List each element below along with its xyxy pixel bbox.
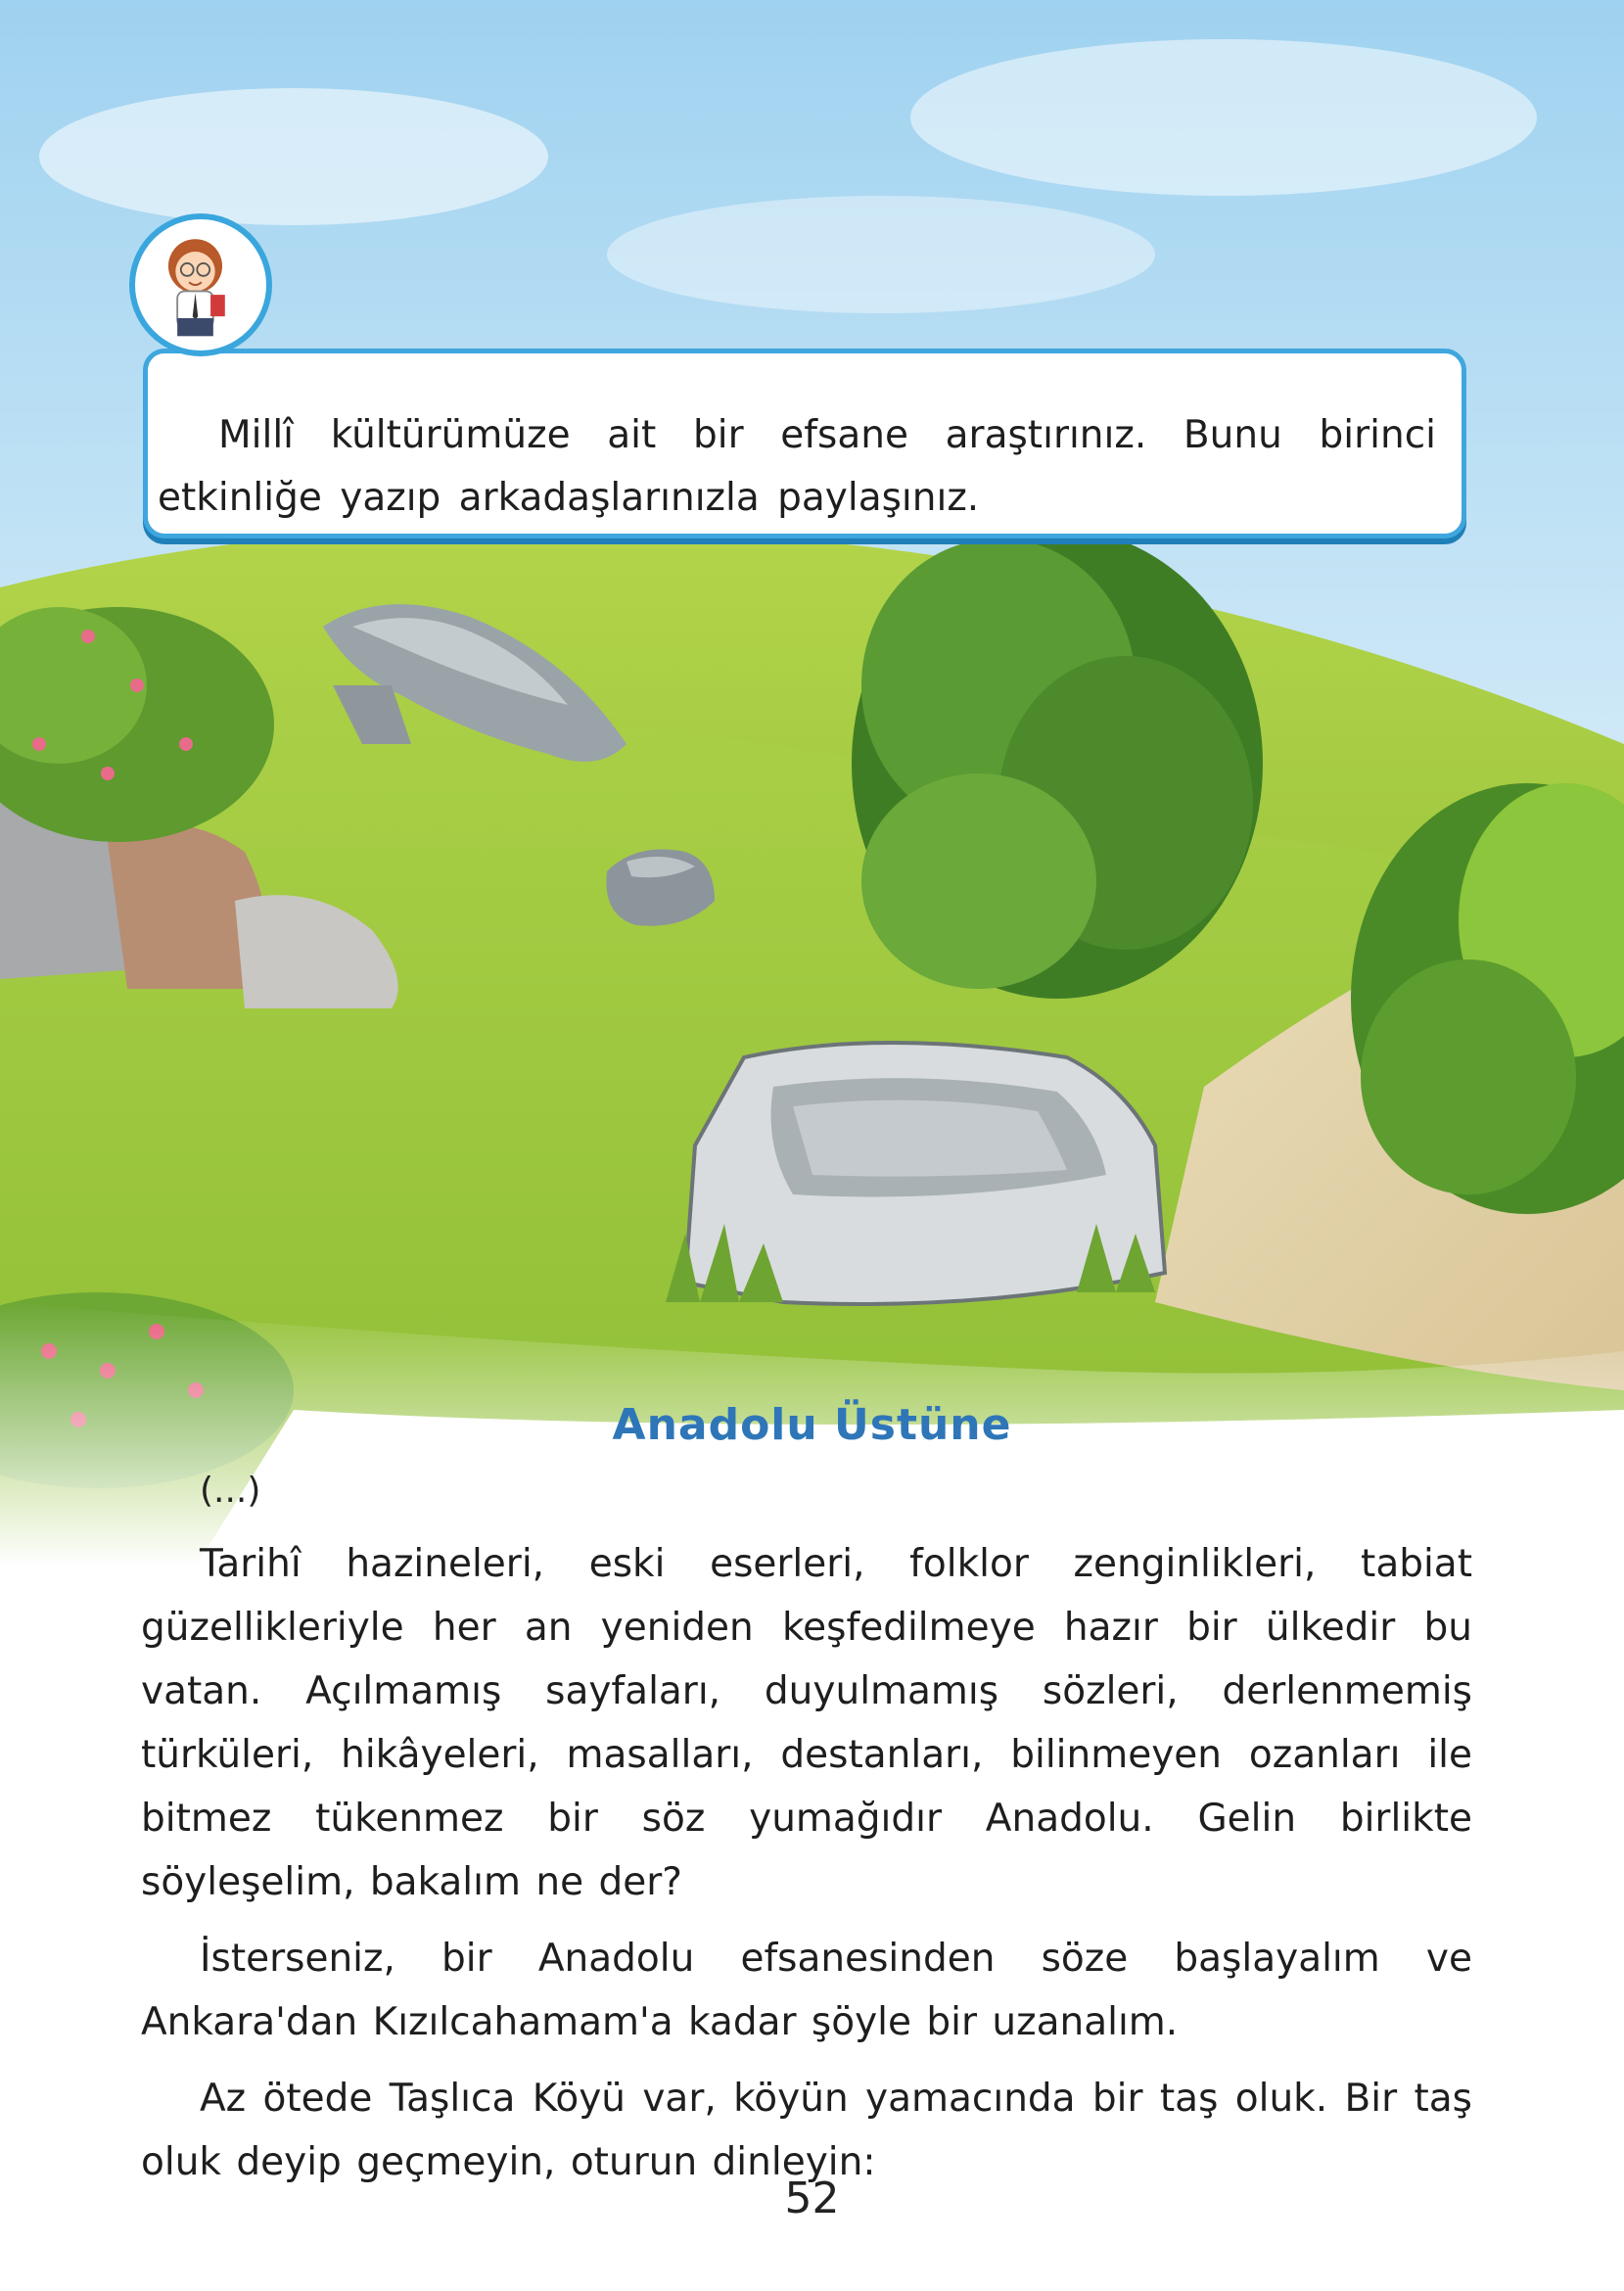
story-paragraph-3: Az ötede Taşlıca Köyü var, köyün yamacında bir taş oluk. Bir taş oluk deyip geçmeyin, oturun dinleyin: (141, 2077, 1472, 2184)
story-paragraph-2: İsterseniz, bir Anadolu efsanesinden söze başlayalım ve Ankara'dan Kızılcahamam'a kadar şöyle bir uzanalım. (141, 1937, 1472, 2044)
story-paragraph-1: Tarihî hazineleri, eski eserleri, folklor zenginlikleri, tabiat güzellikleriyle her an yeniden keşfedilmeye hazır bir ülkedir bu vatan. Açılmamış sayfaları, duyulmamış sözleri, derlenmemiş türküleri, hikâyeleri, masalları, destanları, bilinmeyen ozanları ile bitmez tükenmez bir söz yumağıdır Anadolu. Gelin birlikte söyleşelim, bakalım ne der? (141, 1542, 1472, 1904)
instruction-box (143, 349, 1466, 538)
instruction-text: Millî kültürümüze ait bir efsane araştırınız. Bunu birinci etkinliğe yazıp arkadaşlarınızla paylaşınız. (158, 413, 1436, 520)
student-avatar (129, 213, 272, 356)
page-number: 52 (784, 2174, 840, 2223)
story-ellipsis: (...) (200, 1471, 261, 1511)
story-title: Anadolu Üstüne (612, 1400, 1012, 1450)
story-body (141, 1532, 1472, 2207)
